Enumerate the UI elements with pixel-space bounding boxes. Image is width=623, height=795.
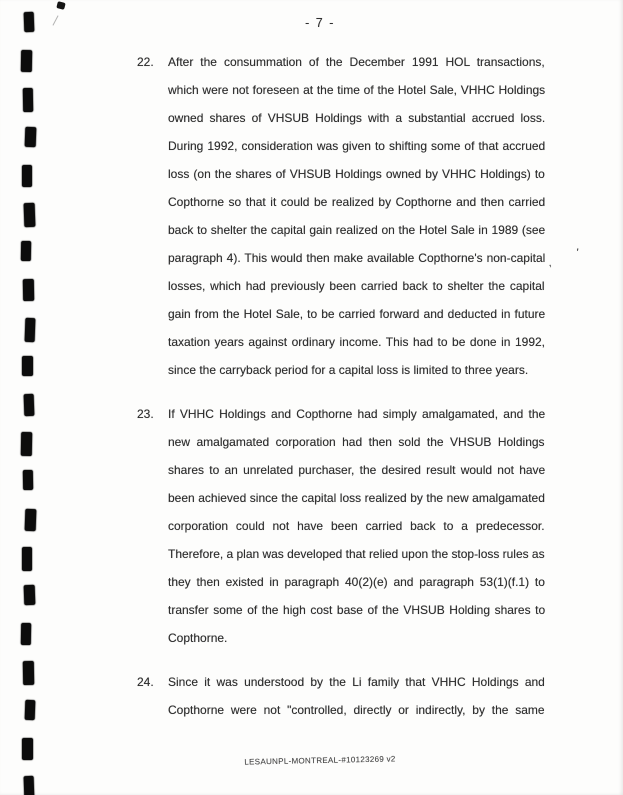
text-line-content: since the carryback period for a capital loss is limited to three years. bbox=[168, 363, 529, 377]
text-line-content: paragraph 4). This would then make available Copthorne's non-capital bbox=[168, 251, 546, 265]
text-line-content: been achieved since the capital loss realized by the new amalgamated bbox=[168, 491, 545, 505]
paragraph-number: 22. bbox=[137, 55, 154, 69]
text-line bbox=[168, 568, 545, 596]
text-line bbox=[168, 540, 545, 568]
scan-speck bbox=[56, 1, 65, 10]
text-line-content: corporation could not have been carried back to a predecessor. bbox=[168, 519, 545, 533]
text-line-content: Since it was understood by the Li family that VHHC Holdings and bbox=[168, 675, 545, 689]
binding-hole-mark bbox=[24, 394, 35, 416]
text-line bbox=[168, 104, 545, 132]
binding-hole-mark bbox=[24, 585, 36, 605]
text-line bbox=[168, 132, 545, 160]
text-line bbox=[168, 188, 545, 216]
text-line-content: transfer some of the high cost base of the VHSUB Holding shares to bbox=[168, 603, 546, 617]
binding-hole-mark bbox=[24, 12, 35, 32]
binding-hole-mark bbox=[22, 165, 32, 187]
text-line-content: After the consummation of the December 1991 HOL transactions, bbox=[168, 55, 545, 69]
text-line bbox=[168, 668, 545, 696]
text-line-content: losses, which had previously been carried back to shelter the capital bbox=[168, 279, 545, 293]
binding-hole-mark bbox=[21, 623, 31, 645]
text-line-content: back to shelter the capital gain realized on the Hotel Sale in 1989 (see bbox=[168, 223, 546, 237]
paragraph-text bbox=[168, 48, 545, 384]
binding-hole-mark bbox=[21, 432, 32, 456]
scan-scratch bbox=[52, 15, 58, 25]
text-line bbox=[168, 484, 545, 512]
paragraph bbox=[137, 668, 546, 724]
text-line bbox=[168, 696, 545, 724]
text-line-content: owned shares of VHSUB Holdings with a substantial accrued loss. bbox=[168, 111, 546, 125]
text-line bbox=[168, 596, 545, 624]
page-number: - 7 - bbox=[305, 16, 335, 30]
binding-marks-column bbox=[0, 0, 48, 795]
text-line-content: loss (on the shares of VHSUB Holdings owned by VHHC Holdings) to bbox=[168, 167, 545, 181]
text-line bbox=[168, 76, 545, 104]
binding-hole-mark bbox=[21, 241, 31, 261]
text-line bbox=[168, 512, 545, 540]
binding-hole-mark bbox=[22, 356, 33, 376]
text-line-content: gain from the Hotel Sale, to be carried forward and deducted in future bbox=[168, 307, 546, 321]
text-line bbox=[168, 428, 545, 456]
binding-hole-mark bbox=[23, 279, 34, 301]
text-line bbox=[168, 356, 545, 384]
paragraph-text bbox=[168, 668, 545, 724]
text-line-content: During 1992, consideration was given to shifting some of that accrued bbox=[168, 139, 546, 153]
scan-artifact-mark: , bbox=[546, 257, 553, 270]
paragraph-number: 23. bbox=[137, 407, 154, 421]
text-line-content: If VHHC Holdings and Copthorne had simply amalgamated, and the bbox=[168, 407, 546, 421]
text-line-content: Therefore, a plan was developed that relied upon the stop-loss rules as bbox=[168, 547, 545, 561]
binding-hole-mark bbox=[24, 203, 36, 227]
binding-hole-mark bbox=[23, 661, 34, 685]
binding-hole-mark bbox=[25, 126, 37, 146]
binding-hole-mark bbox=[25, 508, 37, 530]
text-line bbox=[168, 244, 545, 272]
binding-hole-mark bbox=[21, 50, 32, 72]
binding-hole-mark bbox=[22, 547, 32, 571]
text-line bbox=[168, 300, 545, 328]
text-line bbox=[168, 48, 545, 76]
binding-hole-mark bbox=[25, 699, 36, 719]
text-line-content: Copthorne so that it could be realized by Copthorne and then carried bbox=[168, 195, 546, 209]
binding-hole-mark bbox=[23, 88, 33, 112]
text-line-content: new amalgamated corporation had then sold the VHSUB Holdings bbox=[168, 435, 545, 449]
text-line bbox=[168, 216, 545, 244]
paragraph-text bbox=[168, 400, 545, 652]
text-line bbox=[168, 160, 545, 188]
text-line-content: Copthorne were not "controlled, directly or indirectly, by the same bbox=[168, 703, 545, 717]
binding-hole-mark bbox=[22, 738, 33, 760]
text-line bbox=[168, 272, 545, 300]
binding-hole-mark bbox=[23, 470, 33, 490]
text-line-content: taxation years against ordinary income. This had to be done in 1992, bbox=[168, 335, 546, 349]
binding-hole-mark bbox=[24, 776, 35, 795]
text-line bbox=[168, 456, 545, 484]
text-line bbox=[168, 328, 545, 356]
binding-hole-mark bbox=[25, 317, 36, 341]
text-line-content: they then existed in paragraph 40(2)(e) and paragraph 53(1)(f.1) to bbox=[168, 575, 545, 589]
text-line bbox=[168, 624, 545, 652]
scan-artifact-mark: ' bbox=[574, 246, 580, 260]
paragraph-number: 24. bbox=[137, 675, 154, 689]
text-line bbox=[168, 400, 545, 428]
text-line-content: Copthorne. bbox=[168, 631, 228, 645]
paragraph bbox=[137, 400, 546, 652]
text-line-content: which were not foreseen at the time of the Hotel Sale, VHHC Holdings bbox=[168, 83, 546, 97]
paragraph bbox=[137, 48, 546, 384]
document-id-footer: LESAUNPL-MONTREAL-#10123269 v2 bbox=[244, 754, 396, 767]
text-line-content: shares to an unrelated purchaser, the desired result would not have bbox=[168, 463, 546, 477]
document-body bbox=[137, 48, 546, 740]
